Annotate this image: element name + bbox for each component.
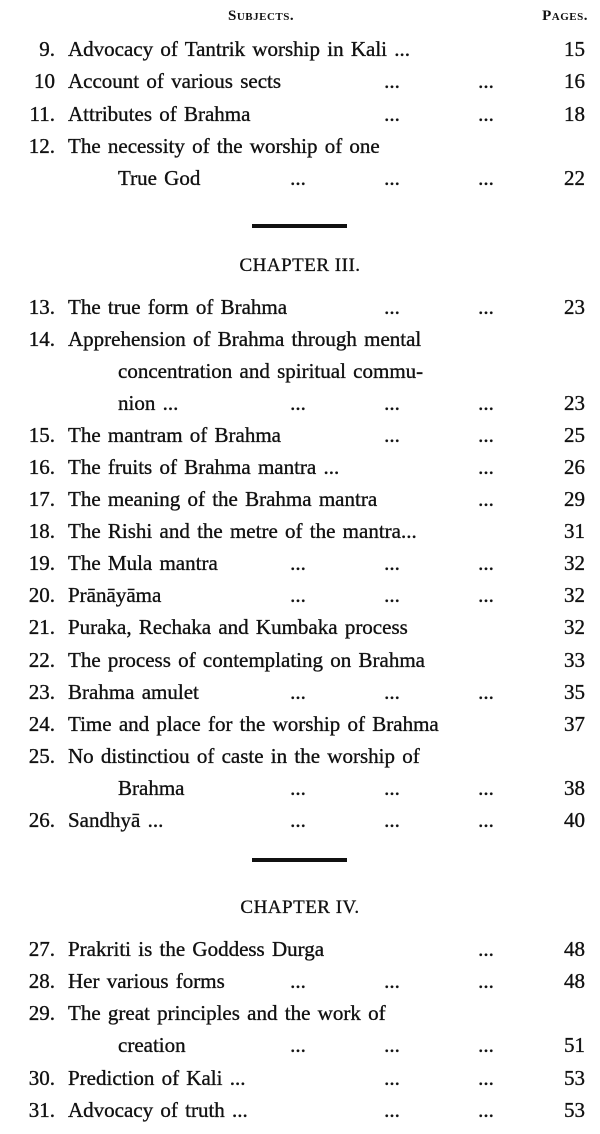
entry-title: Sandhyā ... [68,808,164,832]
entry-title: The Rishi and the metre of the mantra... [68,519,417,543]
entry-number: 16. [28,455,55,479]
dot-leader: ... [290,680,306,704]
entry-number: 9. [39,37,55,61]
entry-number: 29. [28,1001,55,1025]
dot-leaders [312,1063,500,1093]
entry-number: 15. [28,423,55,447]
dot-leader: ... [384,69,400,93]
entry-title: Time and place for the worship of Brahma [68,712,439,736]
toc-entry [0,709,600,739]
entry-number: 18. [28,519,55,543]
toc-entry [0,1095,600,1125]
page-number: 23 [564,295,585,319]
toc-entry [0,516,600,546]
entry-number: 28. [28,969,55,993]
entry-number: 13. [28,295,55,319]
dot-leaders [218,388,500,418]
entry-title: Apprehension of Brahma through mental [68,327,422,351]
page-number: 16 [564,69,585,93]
dot-leader: ... [290,969,306,993]
page-number: 32 [564,583,585,607]
entry-title: creation [118,1033,186,1057]
toc-entry [0,388,600,418]
toc-entry [0,34,600,64]
toc-entry [0,645,600,675]
dot-leader: ... [478,487,494,511]
pages-column-header: Pages. [542,8,588,24]
toc-entry [0,966,600,996]
dot-leader: ... [384,583,400,607]
entry-title: concentration and spiritual commu- [118,359,424,383]
page-number: 33 [564,648,585,672]
section-divider [252,858,347,862]
page-number: 38 [564,776,585,800]
entry-number: 19. [28,551,55,575]
dot-leaders [218,548,500,578]
toc-entry [0,452,600,482]
entry-title: Account of various sects [68,69,282,93]
page-number: 37 [564,712,585,736]
entry-number: 26. [28,808,55,832]
toc-entry [0,66,600,96]
dot-leader: ... [290,583,306,607]
dot-leader: ... [290,551,306,575]
dot-leader: ... [478,391,494,415]
dot-leader: ... [290,1033,306,1057]
page-number: 32 [564,615,585,639]
dot-leader: ... [384,680,400,704]
toc-entry [0,773,600,803]
entry-title: Prakriti is the Goddess Durga [68,937,325,961]
entry-number: 27. [28,937,55,961]
entry-title: The great principles and the work of [68,1001,386,1025]
toc-entry [0,677,600,707]
entry-number: 20. [28,583,55,607]
dot-leader: ... [478,551,494,575]
dot-leaders [312,1095,500,1125]
toc-entry [0,998,600,1028]
entry-number: 12. [28,134,55,158]
entry-title: Brahma amulet [68,680,199,704]
dot-leader: ... [384,776,400,800]
dot-leader: ... [478,295,494,319]
entry-title: Prediction of Kali ... [68,1066,246,1090]
toc-entry [0,580,600,610]
dot-leaders [312,292,500,322]
toc-entry [0,548,600,578]
dot-leader: ... [478,583,494,607]
dot-leader: ... [290,391,306,415]
entry-number: 14. [28,327,55,351]
entry-title: The necessity of the worship of one [68,134,380,158]
entry-number: 11. [29,102,55,126]
entry-title: Attributes of Brahma [68,102,251,126]
entry-title: The fruits of Brahma mantra ... [68,455,340,479]
page-number: 48 [564,937,585,961]
entry-number: 25. [28,744,55,768]
entry-title: The meaning of the Brahma mantra [68,487,378,511]
page-number: 31 [564,519,585,543]
toc-entry [0,420,600,450]
entry-number: 21. [28,615,55,639]
dot-leader: ... [478,166,494,190]
dot-leader: ... [478,455,494,479]
dot-leader: ... [478,1098,494,1122]
dot-leader: ... [384,808,400,832]
dot-leader: ... [384,102,400,126]
dot-leader: ... [384,551,400,575]
entry-number: 30. [28,1066,55,1090]
entry-title: Prānāyāma [68,583,162,607]
entry-number: 10 [34,69,55,93]
entry-title: nion ... [118,391,179,415]
page-number: 15 [564,37,585,61]
dot-leader: ... [290,166,306,190]
dot-leaders [406,484,500,514]
dot-leaders [312,99,500,129]
page-number: 22 [564,166,585,190]
page-number: 51 [564,1033,585,1057]
dot-leaders [406,934,500,964]
entry-number: 22. [28,648,55,672]
entry-title: Brahma [118,776,185,800]
toc-entry [0,163,600,193]
entry-number: 31. [28,1098,55,1122]
page-number: 35 [564,680,585,704]
chapter-heading: CHAPTER III. [239,255,361,276]
toc-entry [0,131,600,161]
dot-leaders [406,452,500,482]
entry-number: 17. [28,487,55,511]
toc-entry [0,934,600,964]
dot-leader: ... [478,69,494,93]
page-number: 25 [564,423,585,447]
dot-leaders [218,805,500,835]
dot-leader: ... [290,776,306,800]
toc-entry [0,484,600,514]
entry-title: No distinctiou of caste in the worship of [68,744,420,768]
dot-leaders [218,677,500,707]
dot-leader: ... [478,1066,494,1090]
dot-leader: ... [478,102,494,126]
page-number: 53 [564,1098,585,1122]
dot-leader: ... [384,1098,400,1122]
dot-leader: ... [478,776,494,800]
dot-leader: ... [384,1033,400,1057]
dot-leader: ... [290,808,306,832]
entry-title: True God [118,166,201,190]
entry-title: Her various forms [68,969,225,993]
dot-leader: ... [478,423,494,447]
toc-entry [0,612,600,642]
dot-leader: ... [478,1033,494,1057]
dot-leaders [218,580,500,610]
dot-leaders [312,66,500,96]
entry-title: Advocacy of truth ... [68,1098,248,1122]
dot-leader: ... [478,969,494,993]
toc-entry [0,292,600,322]
dot-leader: ... [478,808,494,832]
dot-leader: ... [478,937,494,961]
dot-leaders [312,420,500,450]
toc-entry [0,356,600,386]
chapter-heading: CHAPTER IV. [240,897,360,918]
subjects-column-header: Subjects. [228,8,295,24]
toc-entry [0,324,600,354]
dot-leader: ... [384,1066,400,1090]
dot-leaders [218,163,500,193]
entry-number: 24. [28,712,55,736]
toc-entry [0,805,600,835]
page-number: 26 [564,455,585,479]
toc-entry [0,1030,600,1060]
entry-title: The process of contemplating on Brahma [68,648,425,672]
dot-leader: ... [384,166,400,190]
page-number: 29 [564,487,585,511]
entry-title: Advocacy of Tantrik worship in Kali ... [68,37,410,61]
toc-entry [0,99,600,129]
entry-title: Puraka, Rechaka and Kumbaka process [68,615,408,639]
entry-title: The Mula mantra [68,551,218,575]
page-number: 48 [564,969,585,993]
entry-title: The mantram of Brahma [68,423,282,447]
entry-number: 23. [28,680,55,704]
dot-leaders [218,1030,500,1060]
dot-leaders [218,966,500,996]
toc-entry [0,741,600,771]
page-number: 18 [564,102,585,126]
page-number: 32 [564,551,585,575]
section-divider [252,224,347,228]
page-number: 23 [564,391,585,415]
dot-leader: ... [384,295,400,319]
page-number: 53 [564,1066,585,1090]
dot-leader: ... [384,391,400,415]
dot-leader: ... [478,680,494,704]
entry-title: The true form of Brahma [68,295,288,319]
dot-leader: ... [384,969,400,993]
page-number: 40 [564,808,585,832]
toc-entry [0,1063,600,1093]
dot-leader: ... [384,423,400,447]
dot-leaders [218,773,500,803]
